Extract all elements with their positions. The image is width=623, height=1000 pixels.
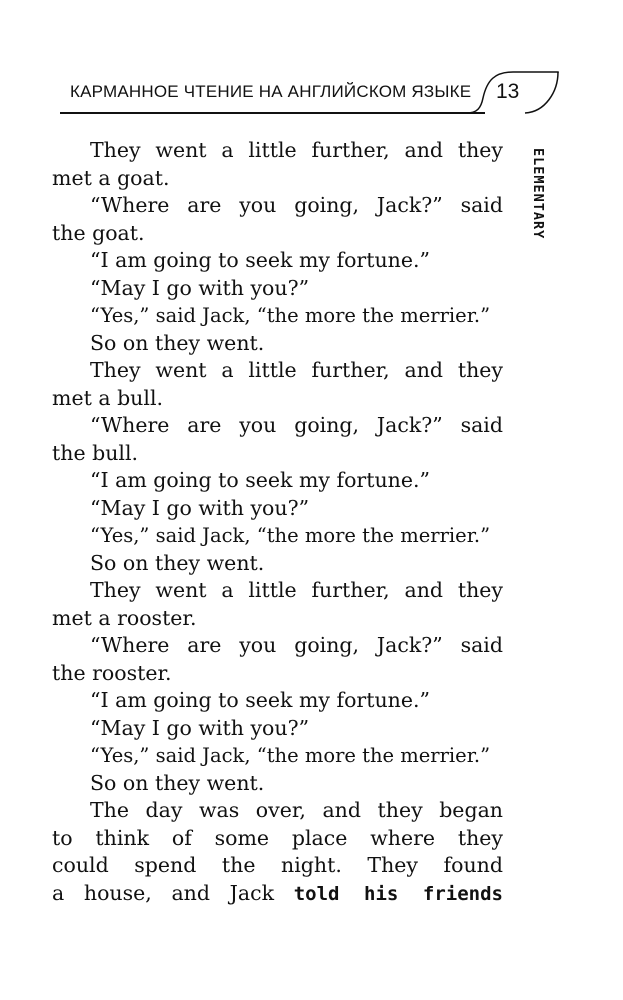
text-line-last [52,880,503,908]
book-title: КАРМАННОЕ ЧТЕНИЕ НА АНГЛИЙСКОМ ЯЗЫКЕ [70,82,472,101]
text-line: “May I go with you?” [90,715,310,740]
text-line: They went a little further, and they [90,358,503,382]
page-number: 13 [496,80,520,103]
level-label: ELEMENTARY [530,148,546,240]
text-line: met a rooster. [52,605,197,630]
text-line: met a goat. [52,165,170,190]
text-line-start: a house, and Jack [52,880,275,905]
header-rule [60,112,485,114]
text-line: “Yes,” said Jack, “the more the merrier.” [90,524,491,547]
story-text [52,137,503,907]
text-line: The day was over, and they began [90,798,503,822]
bold-phrase: told his friends [293,882,503,905]
text-line: So on they went. [90,550,265,575]
text-line: “Where are you going, Jack?” said [90,413,503,437]
text-line: So on they went. [90,330,265,355]
text-line: the bull. [52,440,139,465]
text-line: “May I go with you?” [90,275,310,300]
text-line: “Where are you going, Jack?” said [90,633,503,657]
text-line: “Where are you going, Jack?” said [90,193,503,217]
text-line: They went a little further, and they [90,138,503,162]
text-line: “I am going to seek my fortune.” [90,468,430,492]
text-line: They went a little further, and they [90,578,503,602]
text-line: So on they went. [90,770,265,795]
text-line: “I am going to seek my fortune.” [90,688,430,712]
text-line: to think of some place where they [52,825,503,850]
text-line: could spend the night. They found [52,853,503,877]
text-line: the goat. [52,220,145,245]
text-line: “May I go with you?” [90,495,310,520]
text-line: the rooster. [52,660,172,685]
running-header [60,70,560,130]
text-line: “I am going to seek my fortune.” [90,248,430,272]
text-line: “Yes,” said Jack, “the more the merrier.” [90,744,491,767]
text-line: met a bull. [52,385,164,410]
text-line: “Yes,” said Jack, “the more the merrier.” [90,304,491,327]
